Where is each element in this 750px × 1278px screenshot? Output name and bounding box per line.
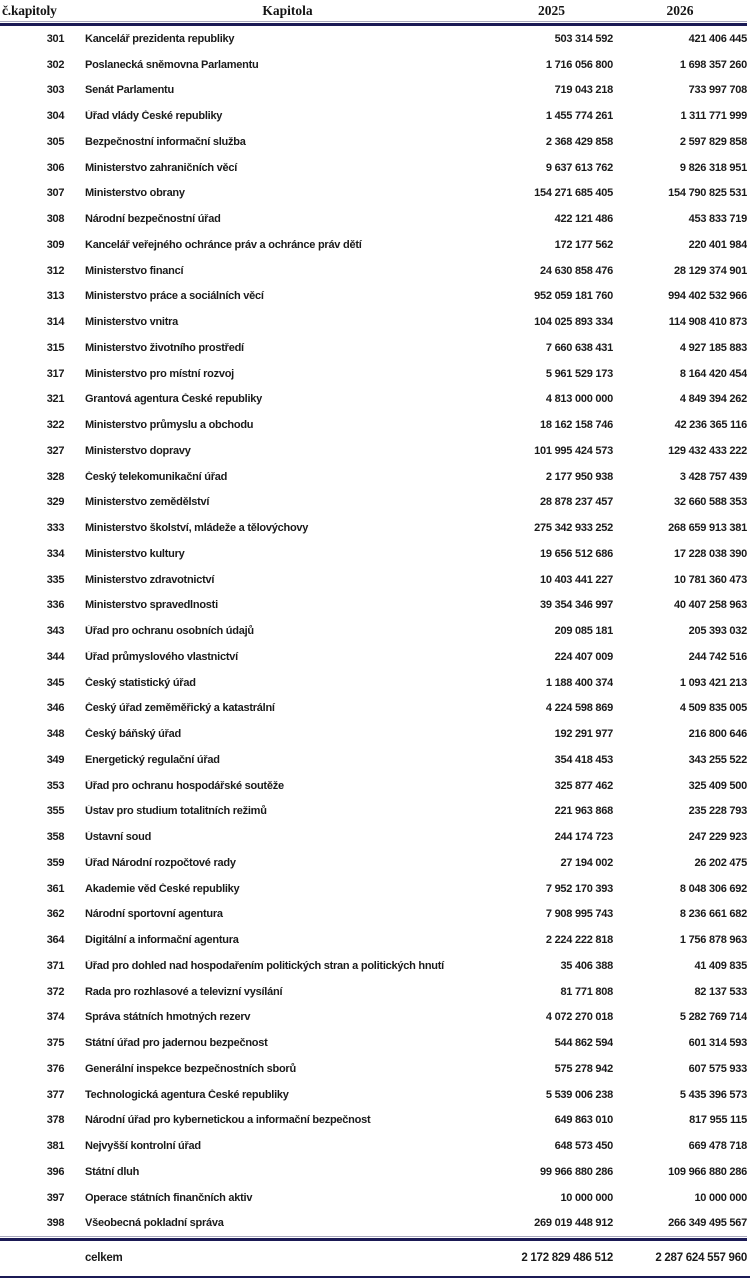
value-2026: 453 833 719 [688, 213, 747, 226]
value-2025: 101 995 424 573 [534, 444, 613, 457]
value-2026: 268 659 913 381 [668, 522, 747, 535]
chapter-name: Senát Parlamentu [85, 84, 174, 97]
value-2025: 81 771 808 [560, 985, 613, 998]
chapter-name: Grantová agentura České republiky [85, 393, 262, 406]
header-chapter-name: Kapitola [262, 2, 313, 18]
value-2026: 4 927 185 883 [679, 341, 747, 354]
chapter-number: 375 [46, 1037, 65, 1050]
table-row [0, 1108, 747, 1134]
table-row [0, 206, 747, 232]
value-2025: 2 224 222 818 [545, 934, 613, 947]
table-row [0, 567, 747, 593]
chapter-number: 307 [46, 187, 65, 200]
table-row [0, 979, 747, 1005]
chapter-number: 364 [46, 934, 65, 947]
chapter-name: Ministerstvo zdravotnictví [85, 573, 215, 586]
chapter-number: 305 [46, 135, 65, 148]
chapter-number: 346 [46, 702, 65, 715]
total-value-2025: 2 172 829 486 512 [521, 1251, 613, 1264]
table-row [0, 361, 747, 387]
chapter-name: Nejvyšší kontrolní úřad [85, 1140, 201, 1153]
value-2026: 1 698 357 260 [679, 58, 747, 71]
value-2025: 24 630 858 476 [540, 264, 613, 277]
value-2026: 669 478 718 [688, 1140, 747, 1153]
value-2025: 422 121 486 [554, 213, 613, 226]
chapter-number: 398 [46, 1217, 65, 1230]
table-row [0, 670, 747, 696]
value-2025: 575 278 942 [554, 1062, 613, 1075]
chapter-name: Ministerstvo zemědělství [85, 496, 210, 509]
chapter-name: Akademie věd České republiky [85, 882, 240, 895]
value-2025: 649 863 010 [554, 1114, 613, 1127]
value-2025: 154 271 685 405 [534, 187, 613, 200]
chapter-number: 327 [46, 444, 65, 457]
value-2025: 4 224 598 869 [545, 702, 613, 715]
value-2026: 82 137 533 [694, 985, 747, 998]
value-2025: 7 952 170 393 [545, 882, 613, 895]
value-2026: 325 409 500 [688, 779, 747, 792]
chapter-number: 329 [46, 496, 65, 509]
value-2026: 129 432 433 222 [668, 444, 747, 457]
chapter-name: Správa státních hmotných rezerv [85, 1011, 251, 1024]
value-2026: 8 048 306 692 [679, 882, 747, 895]
chapter-name: Český telekomunikační úřad [85, 470, 228, 483]
chapter-number: 362 [46, 908, 65, 921]
chapter-number: 381 [46, 1140, 65, 1153]
value-2025: 2 177 950 938 [545, 470, 613, 483]
value-2025: 4 072 270 018 [545, 1011, 613, 1024]
table-row [0, 1082, 747, 1108]
value-2026: 5 435 396 573 [679, 1088, 747, 1101]
value-2026: 114 908 410 873 [668, 316, 747, 329]
chapter-number: 397 [46, 1191, 65, 1204]
value-2025: 104 025 893 334 [534, 316, 613, 329]
value-2026: 1 093 421 213 [679, 676, 747, 689]
value-2025: 10 403 441 227 [540, 573, 613, 586]
value-2025: 1 188 400 374 [545, 676, 613, 689]
total-row [0, 1241, 747, 1274]
chapter-number: 321 [46, 393, 65, 406]
value-2026: 10 781 360 473 [674, 573, 747, 586]
chapter-number: 345 [46, 676, 65, 689]
value-2025: 952 059 181 760 [534, 290, 613, 303]
table-row [0, 1211, 747, 1237]
value-2025: 224 407 009 [554, 650, 613, 663]
value-2026: 154 790 825 531 [668, 187, 747, 200]
table-row [0, 1185, 747, 1211]
chapter-name: Úřad pro dohled nad hospodařením politických stran a politických hnutí [85, 959, 444, 972]
chapter-name: Ministerstvo pro místní rozvoj [85, 367, 234, 380]
table-row [0, 747, 747, 773]
chapter-name: Státní úřad pro jadernou bezpečnost [85, 1037, 268, 1050]
chapter-number: 313 [46, 290, 65, 303]
value-2026: 235 228 793 [688, 805, 747, 818]
value-2026: 733 997 708 [688, 84, 747, 97]
value-2026: 8 164 420 454 [679, 367, 747, 380]
chapter-number: 361 [46, 882, 65, 895]
value-2025: 39 354 346 997 [540, 599, 613, 612]
chapter-name: Ministerstvo dopravy [85, 444, 191, 457]
chapter-number: 374 [46, 1011, 65, 1024]
chapter-name: Ministerstvo financí [85, 264, 184, 277]
table-row [0, 541, 747, 567]
chapter-number: 302 [46, 58, 65, 71]
value-2026: 109 966 880 286 [668, 1165, 747, 1178]
header-chapter-number: č.kapitoly [2, 2, 57, 18]
value-2026: 8 236 661 682 [679, 908, 747, 921]
chapter-name: Český úřad zeměměřický a katastrální [85, 702, 275, 715]
value-2025: 172 177 562 [554, 238, 613, 251]
value-2026: 2 597 829 858 [679, 135, 747, 148]
chapter-number: 303 [46, 84, 65, 97]
chapter-number: 334 [46, 547, 65, 560]
value-2026: 3 428 757 439 [679, 470, 747, 483]
value-2025: 2 368 429 858 [545, 135, 613, 148]
chapter-name: Národní bezpečnostní úřad [85, 213, 221, 226]
value-2025: 648 573 450 [554, 1140, 613, 1153]
table-row [0, 1030, 747, 1056]
value-2026: 220 401 984 [688, 238, 747, 251]
chapter-name: Energetický regulační úřad [85, 753, 220, 766]
chapter-name: Ministerstvo obrany [85, 187, 185, 200]
chapter-number: 355 [46, 805, 65, 818]
value-2026: 5 282 769 714 [679, 1011, 747, 1024]
chapter-number: 353 [46, 779, 65, 792]
table-row [0, 515, 747, 541]
table-row [0, 78, 747, 104]
chapter-number: 308 [46, 213, 65, 226]
value-2026: 28 129 374 901 [674, 264, 747, 277]
value-2026: 17 228 038 390 [674, 547, 747, 560]
table-row [0, 953, 747, 979]
chapter-name: Ministerstvo zahraničních věcí [85, 161, 238, 174]
table-row [0, 850, 747, 876]
chapter-name: Úřad Národní rozpočtové rady [85, 856, 236, 869]
table-row [0, 773, 747, 799]
chapter-name: Ministerstvo kultury [85, 547, 185, 560]
chapter-name: Kancelář veřejného ochránce práv a ochránce práv dětí [85, 238, 362, 251]
header-year-2025: 2025 [538, 2, 565, 18]
table-row [0, 103, 747, 129]
table-row [0, 490, 747, 516]
value-2025: 19 656 512 686 [540, 547, 613, 560]
value-2026: 343 255 522 [688, 753, 747, 766]
value-2025: 5 961 529 173 [545, 367, 613, 380]
value-2026: 40 407 258 963 [674, 599, 747, 612]
table-row [0, 696, 747, 722]
table-row [0, 232, 747, 258]
chapter-number: 333 [46, 522, 65, 535]
chapter-name: Generální inspekce bezpečnostních sborů [85, 1062, 296, 1075]
table-row [0, 155, 747, 181]
value-2025: 99 966 880 286 [540, 1165, 613, 1178]
chapter-number: 372 [46, 985, 65, 998]
value-2025: 503 314 592 [554, 32, 613, 45]
table-row [0, 824, 747, 850]
value-2025: 544 862 594 [554, 1037, 613, 1050]
chapter-number: 344 [46, 650, 65, 663]
chapter-name: Národní sportovní agentura [85, 908, 223, 921]
chapter-number: 349 [46, 753, 65, 766]
value-2025: 244 174 723 [554, 831, 613, 844]
table-row [0, 1159, 747, 1185]
value-2026: 10 000 000 [694, 1191, 747, 1204]
value-2025: 10 000 000 [560, 1191, 613, 1204]
chapter-name: Český báňský úřad [85, 728, 182, 741]
value-2025: 5 539 006 238 [545, 1088, 613, 1101]
chapter-number: 335 [46, 573, 65, 586]
chapter-name: Ministerstvo vnitra [85, 316, 179, 329]
chapter-name: Ústavní soud [85, 831, 152, 844]
value-2025: 1 455 774 261 [545, 110, 613, 123]
value-2025: 9 637 613 762 [545, 161, 613, 174]
table-row [0, 438, 747, 464]
table-row [0, 721, 747, 747]
table-row [0, 258, 747, 284]
table-row [0, 309, 747, 335]
chapter-name: Ústav pro studium totalitních režimů [85, 805, 267, 818]
table-row [0, 1056, 747, 1082]
chapter-number: 301 [46, 32, 65, 45]
chapter-number: 315 [46, 341, 65, 354]
value-2025: 719 043 218 [554, 84, 613, 97]
table-row [0, 927, 747, 953]
chapter-name: Úřad průmyslového vlastnictví [85, 650, 238, 663]
table-row [0, 799, 747, 825]
value-2026: 1 756 878 963 [679, 934, 747, 947]
chapter-name: Operace státních finančních aktiv [85, 1191, 253, 1204]
table-row [0, 335, 747, 361]
value-2026: 205 393 032 [688, 625, 747, 638]
value-2025: 4 813 000 000 [545, 393, 613, 406]
table-body [0, 26, 747, 1236]
chapter-name: Úřad vlády České republiky [85, 110, 223, 123]
table-row [0, 52, 747, 78]
chapter-name: Ministerstvo školství, mládeže a tělovýchovy [85, 522, 309, 535]
value-2025: 275 342 933 252 [534, 522, 613, 535]
value-2026: 1 311 771 999 [680, 110, 747, 123]
value-2026: 266 349 495 567 [668, 1217, 747, 1230]
value-2025: 269 019 448 912 [534, 1217, 613, 1230]
value-2026: 817 955 115 [689, 1114, 747, 1127]
value-2026: 42 236 365 116 [674, 419, 747, 432]
chapter-name: Český statistický úřad [85, 676, 196, 689]
value-2025: 209 085 181 [554, 625, 613, 638]
chapter-name: Státní dluh [85, 1165, 140, 1178]
chapter-name: Ministerstvo spravedlnosti [85, 599, 218, 612]
chapter-number: 378 [46, 1114, 65, 1127]
value-2026: 994 402 532 966 [668, 290, 747, 303]
table-header-row [0, 0, 747, 21]
value-2025: 7 660 638 431 [545, 341, 613, 354]
chapter-name: Technologická agentura České republiky [85, 1088, 289, 1101]
table-row [0, 618, 747, 644]
chapter-number: 348 [46, 728, 65, 741]
chapter-number: 371 [46, 959, 65, 972]
chapter-number: 358 [46, 831, 65, 844]
value-2026: 4 849 394 262 [679, 393, 747, 406]
total-label: celkem [85, 1251, 123, 1264]
table-row [0, 902, 747, 928]
chapter-number: 376 [46, 1062, 65, 1075]
value-2025: 7 908 995 743 [545, 908, 613, 921]
table-row [0, 387, 747, 413]
value-2025: 354 418 453 [554, 753, 613, 766]
chapter-number: 377 [46, 1088, 65, 1101]
table-row [0, 644, 747, 670]
table-row [0, 26, 747, 52]
chapter-name: Bezpečnostní informační služba [85, 135, 246, 148]
chapter-name: Úřad pro ochranu osobních údajů [85, 625, 254, 638]
value-2025: 27 194 002 [560, 856, 613, 869]
chapter-name: Ministerstvo průmyslu a obchodu [85, 419, 254, 432]
value-2026: 26 202 475 [694, 856, 747, 869]
value-2026: 32 660 588 353 [674, 496, 747, 509]
value-2026: 421 406 445 [688, 32, 747, 45]
value-2026: 41 409 835 [694, 959, 747, 972]
value-2026: 247 229 923 [688, 831, 747, 844]
value-2025: 18 162 158 746 [540, 419, 613, 432]
header-year-2026: 2026 [666, 2, 694, 18]
value-2026: 607 575 933 [688, 1062, 747, 1075]
table-row [0, 412, 747, 438]
chapter-name: Ministerstvo životního prostředí [85, 341, 244, 354]
value-2026: 9 826 318 951 [679, 161, 747, 174]
chapter-number: 359 [46, 856, 65, 869]
table-row [0, 1005, 747, 1031]
chapter-name: Digitální a informační agentura [85, 934, 239, 947]
table-row [0, 876, 747, 902]
chapter-number: 309 [46, 238, 65, 251]
chapter-number: 336 [46, 599, 65, 612]
chapter-number: 328 [46, 470, 65, 483]
chapter-name: Národní úřad pro kybernetickou a informační bezpečnost [85, 1114, 371, 1127]
value-2025: 1 716 056 800 [545, 58, 613, 71]
table-row [0, 1133, 747, 1159]
chapter-name: Kancelář prezidenta republiky [85, 32, 235, 45]
chapter-number: 312 [46, 264, 65, 277]
value-2026: 244 742 516 [688, 650, 747, 663]
table-row [0, 129, 747, 155]
chapter-name: Poslanecká sněmovna Parlamentu [85, 58, 259, 71]
value-2026: 4 509 835 005 [679, 702, 747, 715]
table-row [0, 181, 747, 207]
chapter-number: 306 [46, 161, 65, 174]
table-row [0, 593, 747, 619]
chapter-number: 343 [46, 625, 65, 638]
value-2025: 325 877 462 [554, 779, 613, 792]
chapter-number: 322 [46, 419, 65, 432]
table-row [0, 284, 747, 310]
table-row [0, 464, 747, 490]
chapter-name: Rada pro rozhlasové a televizní vysílání [85, 985, 283, 998]
value-2025: 221 963 868 [554, 805, 613, 818]
value-2025: 28 878 237 457 [540, 496, 613, 509]
chapter-number: 396 [46, 1165, 65, 1178]
chapter-name: Úřad pro ochranu hospodářské soutěže [85, 779, 284, 792]
chapter-number: 304 [46, 110, 65, 123]
chapter-name: Všeobecná pokladní správa [85, 1217, 224, 1230]
chapter-number: 317 [46, 367, 65, 380]
total-value-2026: 2 287 624 557 960 [655, 1251, 747, 1264]
chapter-number: 314 [46, 316, 65, 329]
chapter-name: Ministerstvo práce a sociálních věcí [85, 290, 264, 303]
value-2026: 601 314 593 [688, 1037, 747, 1050]
value-2026: 216 800 646 [688, 728, 747, 741]
value-2025: 192 291 977 [554, 728, 613, 741]
value-2025: 35 406 388 [560, 959, 613, 972]
